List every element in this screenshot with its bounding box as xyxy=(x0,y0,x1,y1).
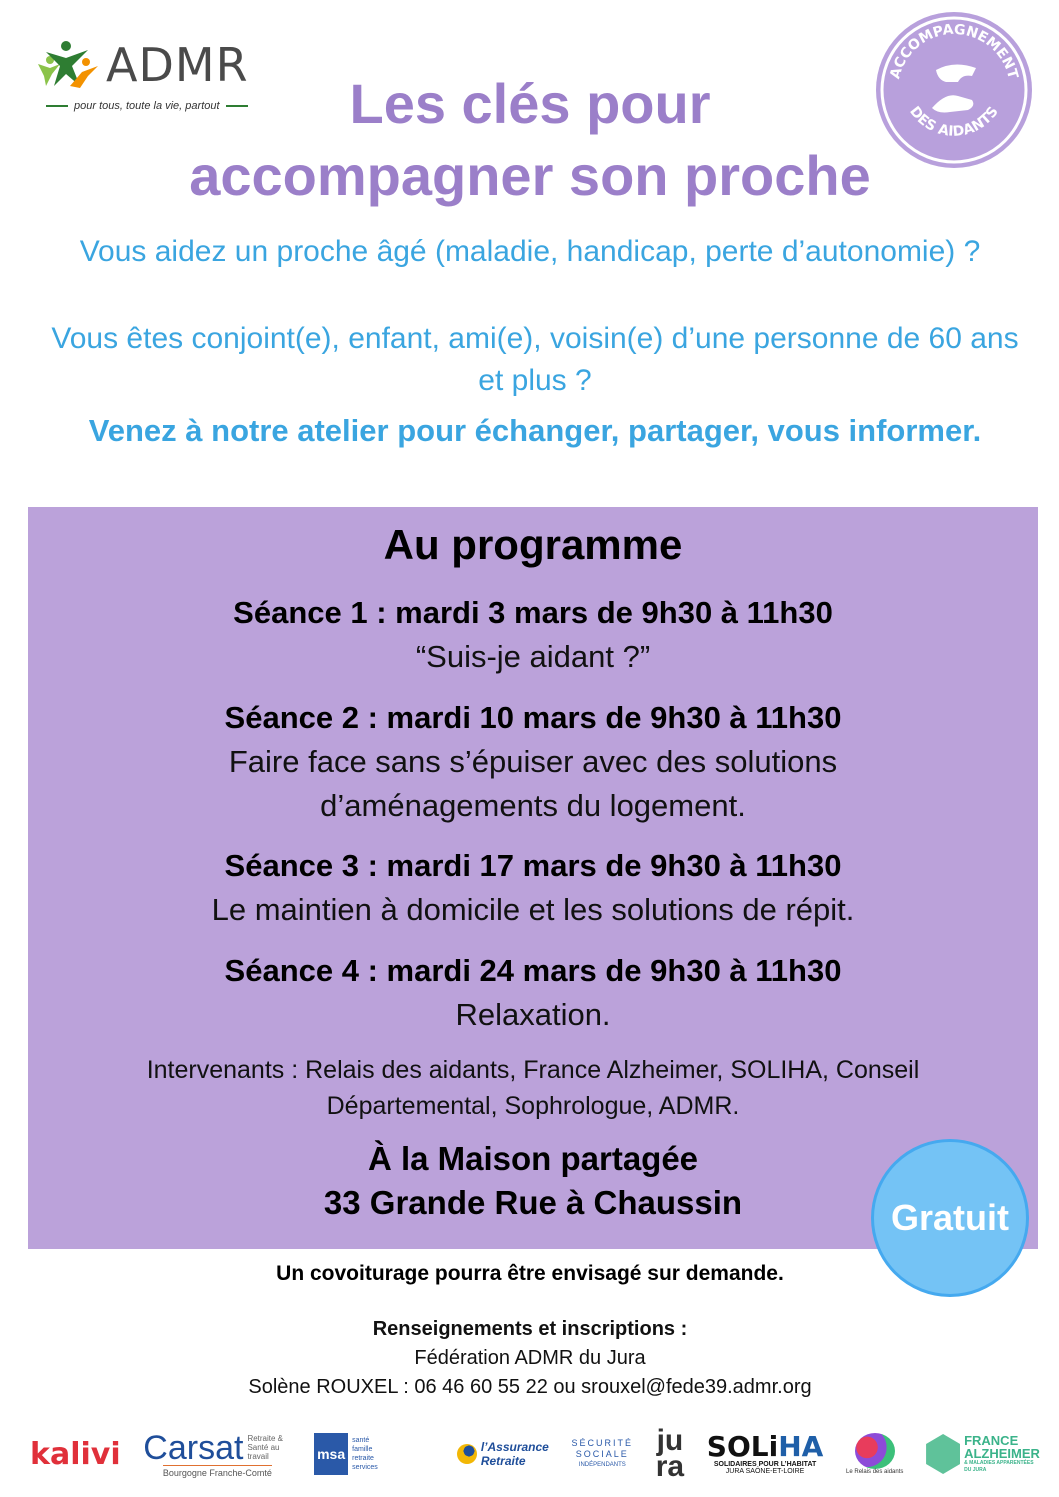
soliha-logo: SOLiHA SOLIDAIRES POUR L’HABITAT JURA SAÔNE-ET-LOIRE xyxy=(706,1430,824,1475)
hexagon-icon xyxy=(926,1434,960,1474)
svg-text:ACCOMPAGNEMENT: ACCOMPAGNEMENT xyxy=(887,21,1021,81)
admr-people-icon xyxy=(36,40,106,90)
session-description: Relaxation. xyxy=(455,997,611,1032)
session-description: Faire face sans s’épuiser avec des solutions d’aménagements du logement. xyxy=(228,744,838,823)
admr-tagline: pour tous, toute la vie, partout xyxy=(46,100,286,112)
session-3 xyxy=(28,844,1038,932)
contact-info xyxy=(150,1315,910,1402)
intro-question-1: Vous aidez un proche âgé (maladie, handicap, perte d’autonomie) ? xyxy=(79,235,981,268)
session-heading: Séance 1 : mardi 3 mars de 9h30 à 11h30 xyxy=(233,595,833,630)
carpool-note: Un covoiturage pourra être envisagé sur demande. xyxy=(276,1262,784,1285)
page-title xyxy=(100,68,960,212)
program-box xyxy=(28,507,1038,1249)
venue-address: 33 Grande Rue à Chaussin xyxy=(323,1184,743,1221)
kalivi-logo: kalivi xyxy=(30,1436,121,1472)
intro-question-2: Vous êtes conjoint(e), enfant, ami(e), voisin(e) d’une personne de 60 ans et plus ? xyxy=(51,322,1019,397)
partner-logos xyxy=(30,1418,1040,1490)
free-badge-label: Gratuit xyxy=(890,1197,1009,1238)
venue-name: À la Maison partagée xyxy=(367,1140,699,1177)
assurance-retraite-icon xyxy=(457,1444,477,1464)
program-title: Au programme xyxy=(383,521,683,568)
session-description: “Suis-je aidant ?” xyxy=(415,639,651,674)
session-2 xyxy=(28,696,1038,828)
msa-logo: msa santé famille retraite services xyxy=(314,1422,434,1486)
title-line-2: accompagner son proche xyxy=(189,144,871,207)
title-line-1: Les clés pour xyxy=(349,72,711,135)
carsat-logo: Carsat Retraite & Santé au travail Bourgogne Franche-Comté xyxy=(143,1428,284,1478)
session-4 xyxy=(28,949,1038,1037)
call-to-action: Venez à notre atelier pour échanger, partager, vous informer. xyxy=(88,413,982,448)
session-heading: Séance 2 : mardi 10 mars de 9h30 à 11h30 xyxy=(224,700,842,735)
session-heading: Séance 4 : mardi 24 mars de 9h30 à 11h30 xyxy=(224,953,842,988)
france-alzheimer-logo: FRANCE ALZHEIMER & MALADIES APPARENTÉES DU JURA xyxy=(926,1422,1040,1486)
speakers-list: Intervenants : Relais des aidants, France Alzheimer, SOLIHA, Conseil Départemental, Sophrologue, ADMR. xyxy=(146,1056,920,1120)
assurance-retraite-logo: l’Assurance Retraite xyxy=(457,1422,549,1486)
session-1 xyxy=(28,591,1038,679)
tree-icon xyxy=(855,1433,895,1469)
jura-logo: ju ra xyxy=(655,1424,685,1483)
contact-organisation: Fédération ADMR du Jura xyxy=(414,1347,646,1369)
session-description: Le maintien à domicile et les solutions de répit. xyxy=(211,892,855,927)
securite-sociale-independants-logo: SÉCURITÉ SOCIALE INDÉPENDANTS xyxy=(571,1437,634,1468)
contact-heading: Renseignements et inscriptions : xyxy=(372,1318,688,1340)
svg-text:DES AIDANTS: DES AIDANTS xyxy=(906,103,1002,141)
relais-des-aidants-logo: Le Relais des aidants xyxy=(846,1422,903,1486)
admr-wordmark: ADMR xyxy=(106,38,249,92)
contact-person: Solène ROUXEL : 06 46 60 55 22 ou srouxel@fede39.admr.org xyxy=(248,1376,812,1398)
session-heading: Séance 3 : mardi 17 mars de 9h30 à 11h30 xyxy=(224,848,842,883)
